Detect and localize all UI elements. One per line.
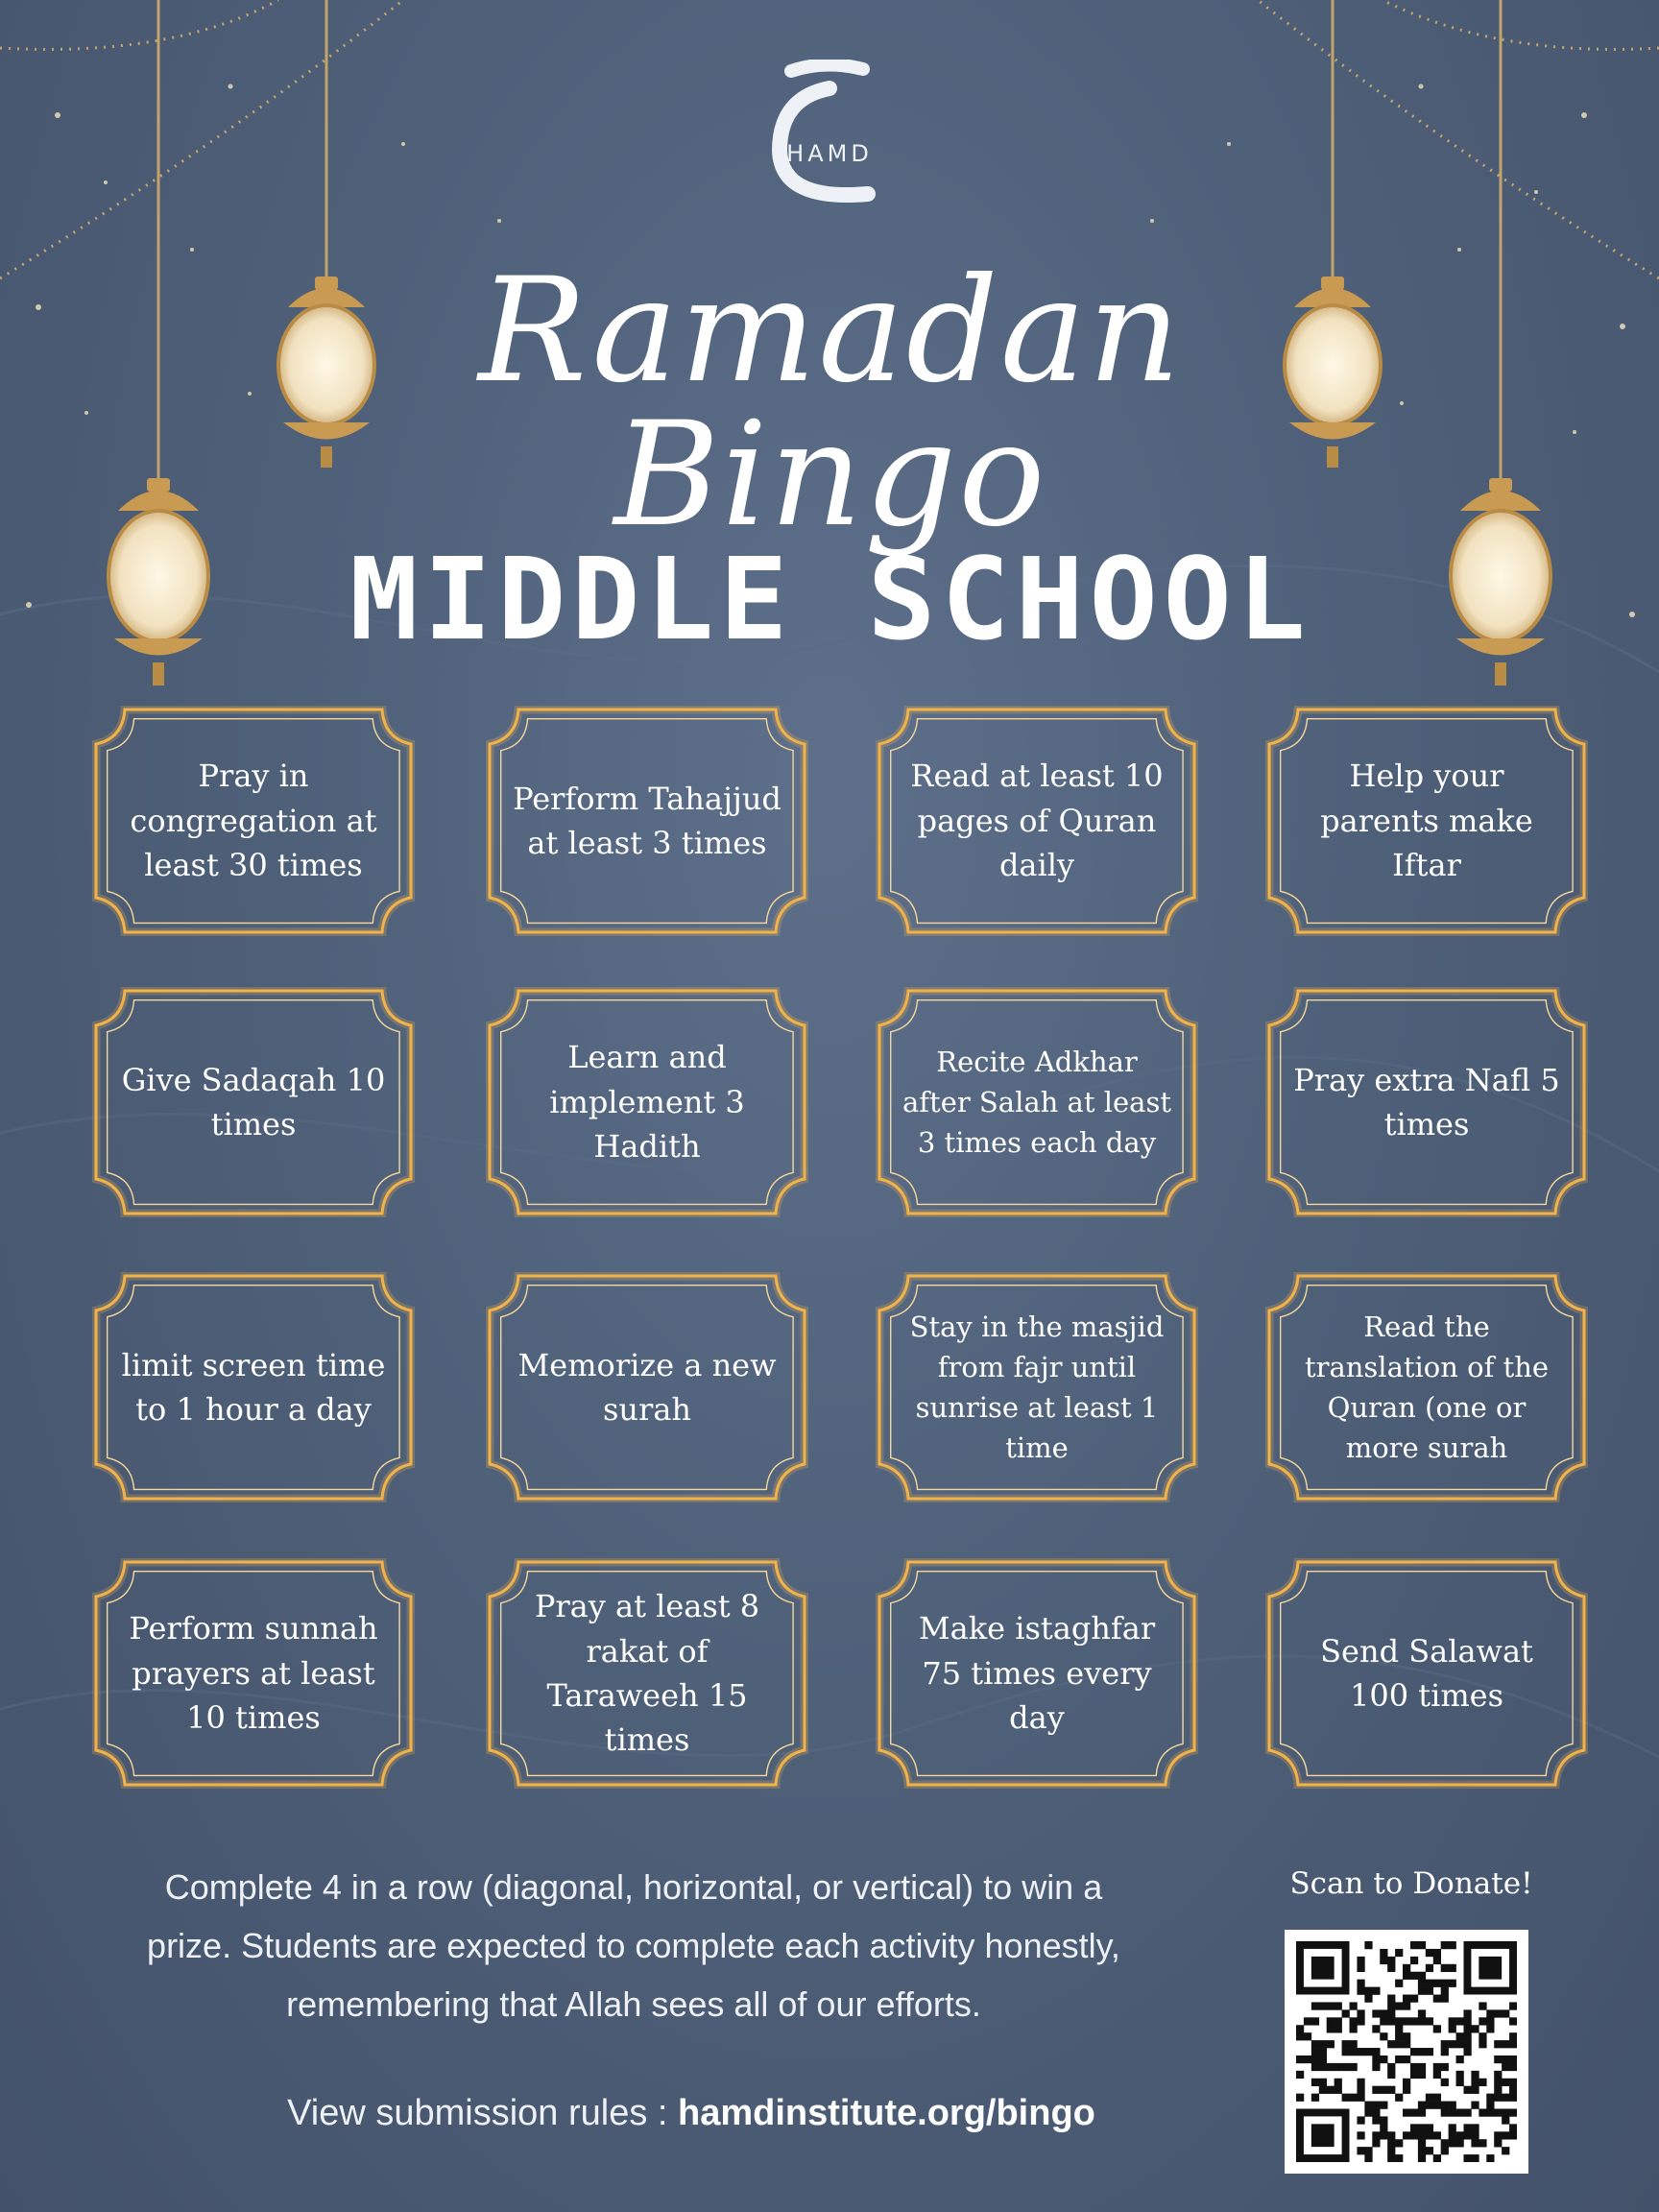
submission-rules	[259, 2093, 1123, 2134]
bingo-cell[interactable]	[486, 987, 808, 1217]
bingo-cell[interactable]	[92, 987, 415, 1217]
bingo-cell-text: limit screen time to 1 hour a day	[121, 1346, 386, 1428]
bingo-cell[interactable]	[876, 706, 1198, 936]
bingo-cell-text: Pray extra Nafl 5 times	[1293, 1061, 1560, 1142]
bingo-cell-text: Pray in congregation at least 30 times	[130, 757, 377, 884]
bingo-cell-text: Recite Adkhar after Salah at least 3 times each day	[902, 1045, 1171, 1160]
bingo-cell[interactable]	[1265, 987, 1588, 1217]
bingo-cell[interactable]	[1265, 1272, 1588, 1503]
bingo-cell-text: Read at least 10 pages of Quran daily	[910, 757, 1164, 884]
bingo-cell[interactable]	[876, 987, 1198, 1217]
bingo-cell-text: Stay in the masjid from fajr until sunrise at least 1 time	[909, 1310, 1165, 1465]
bingo-cell-text: Read the translation of the Quran (one or more surah	[1304, 1310, 1550, 1465]
bingo-cell[interactable]	[1265, 706, 1588, 936]
bingo-cell-text: Make istaghfar 75 times every day	[918, 1610, 1156, 1737]
bingo-cell-text: Learn and implement 3 Hadith	[549, 1039, 745, 1166]
qr-code-icon	[1296, 1941, 1517, 2162]
bingo-cell[interactable]	[486, 706, 808, 936]
bingo-cell-text: Pray at least 8 rakat of Taraweeh 15 times	[534, 1588, 760, 1759]
bingo-cell[interactable]	[92, 706, 415, 936]
bingo-cell[interactable]	[1265, 1558, 1588, 1789]
bingo-cell[interactable]	[876, 1272, 1198, 1503]
bingo-cell-text: Perform Tahajjud at least 3 times	[513, 780, 781, 861]
bingo-cell[interactable]	[486, 1558, 808, 1789]
logo-text: HAMD	[786, 140, 873, 167]
bingo-cell[interactable]	[486, 1272, 808, 1503]
poster-title: Ramadan Bingo	[478, 248, 1183, 559]
bingo-cell-text: Help your parents make Iftar	[1320, 757, 1533, 884]
bingo-cell-text: Memorize a new surah	[517, 1346, 777, 1428]
bingo-cell-text: Send Salawat 100 times	[1320, 1632, 1533, 1714]
instructions-text: Complete 4 in a row (diagonal, horizontal, or vertical) to win a prize. Students are expected to complete each activity honestly, remembering that Allah sees all of our efforts.	[147, 1867, 1120, 2024]
bingo-cell[interactable]	[876, 1558, 1198, 1789]
bingo-cell-text: Give Sadaqah 10 times	[121, 1061, 386, 1142]
rules-link[interactable]: hamdinstitute.org/bingo	[678, 2093, 1095, 2133]
rules-label: View submission rules :	[287, 2093, 668, 2133]
poster-subtitle: MIDDLE SCHOOL	[349, 533, 1311, 665]
bingo-cell-text: Perform sunnah prayers at least 10 times	[129, 1610, 378, 1737]
bingo-cell[interactable]	[92, 1272, 415, 1503]
donate-qr-code[interactable]	[1285, 1930, 1528, 2174]
bingo-cell[interactable]	[92, 1558, 415, 1789]
donate-label: Scan to Donate!	[1289, 1866, 1533, 1901]
hamd-logo	[762, 60, 897, 223]
